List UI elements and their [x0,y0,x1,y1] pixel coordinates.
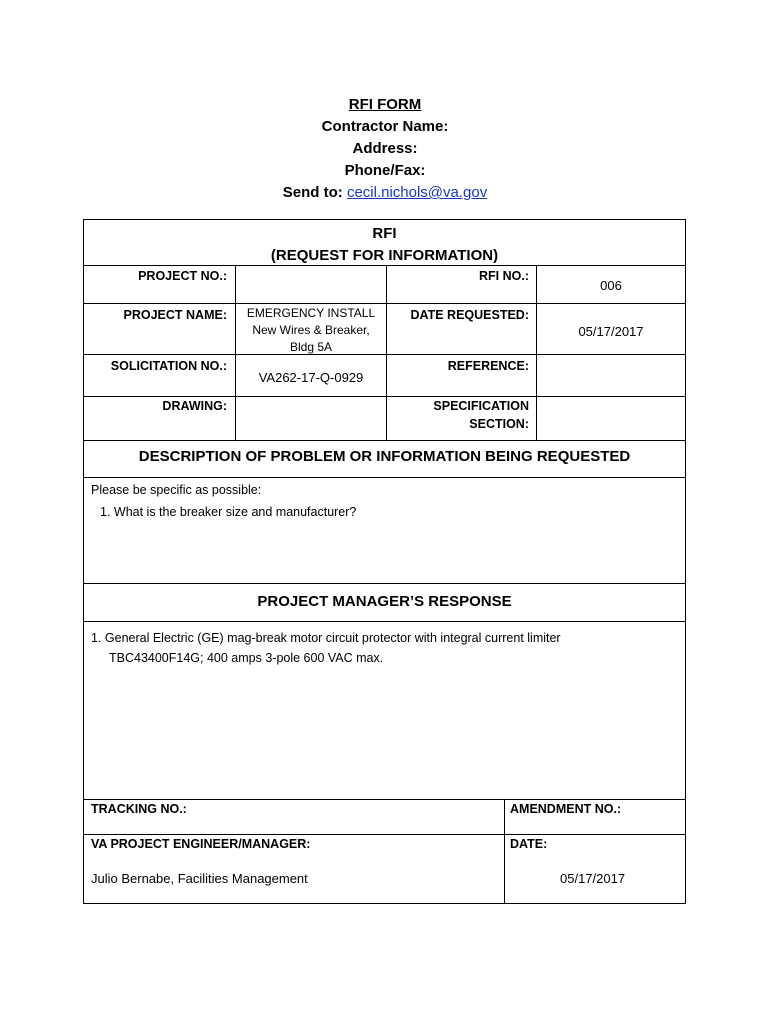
engineer-label: VA PROJECT ENGINEER/MANAGER: [91,837,311,851]
rfi-form [83,219,686,904]
divider [84,477,685,478]
date-label: DATE: [510,837,548,851]
spec-section-label-line: SECTION: [469,417,529,431]
rfi-no-value[interactable]: 006 [600,278,622,293]
project-name-line: EMERGENCY INSTALL [246,306,376,320]
project-name-value[interactable] [236,305,386,356]
divider [84,440,685,441]
rfi-heading [84,223,685,267]
tracking-label: TRACKING NO.: [91,802,187,816]
project-name-label: PROJECT NAME: [123,308,227,322]
send-to-label: Send to: [282,184,343,201]
response-line: 1. General Electric (GE) mag-break motor circuit protector with integral current limiter [91,631,561,645]
date-value[interactable]: 05/17/2017 [560,871,626,886]
divider [84,621,685,622]
spec-section-label-line: SPECIFICATION [433,399,529,413]
description-instruction: Please be specific as possible: [91,483,262,497]
send-to-email-link[interactable]: cecil.nichols@va.gov [346,184,488,201]
solicitation-no-value[interactable]: VA262-17-Q-0929 [258,370,364,385]
response-body[interactable] [91,628,561,668]
form-title: RFI FORM [348,96,422,113]
date-requested-label: DATE REQUESTED: [410,308,529,322]
rfi-heading-line1: RFI [372,225,397,242]
drawing-label: DRAWING: [162,399,227,413]
description-body[interactable] [91,479,356,523]
engineer-value[interactable]: Julio Bernabe, Facilities Management [91,871,308,886]
divider [84,265,685,266]
rfi-no-label: RFI NO.: [479,269,529,283]
divider [504,799,505,903]
spec-section-label [387,397,529,433]
rfi-heading-line2: (REQUEST FOR INFORMATION) [270,247,499,264]
divider [84,583,685,584]
send-to-row [0,182,770,204]
description-heading: DESCRIPTION OF PROBLEM OR INFORMATION BEING REQUESTED [138,448,631,465]
project-no-label: PROJECT NO.: [138,269,227,283]
address-label: Address: [352,140,418,157]
date-requested-value[interactable]: 05/17/2017 [578,324,644,339]
contractor-name-label: Contractor Name: [321,118,449,135]
project-name-line: Bldg 5A [289,340,333,354]
divider [84,834,685,835]
response-heading: PROJECT MANAGER’S RESPONSE [257,593,512,610]
form-header [0,94,770,204]
project-name-line: New Wires & Breaker, [252,323,370,337]
divider [84,799,685,800]
phone-fax-label: Phone/Fax: [344,162,426,179]
response-line: TBC43400F14G; 400 amps 3-pole 600 VAC max. [109,651,384,665]
reference-label: REFERENCE: [447,359,529,373]
description-item: 1. What is the breaker size and manufacturer? [100,505,357,519]
amendment-label: AMENDMENT NO.: [510,802,622,816]
solicitation-no-label: SOLICITATION NO.: [110,359,227,373]
divider [84,303,685,304]
